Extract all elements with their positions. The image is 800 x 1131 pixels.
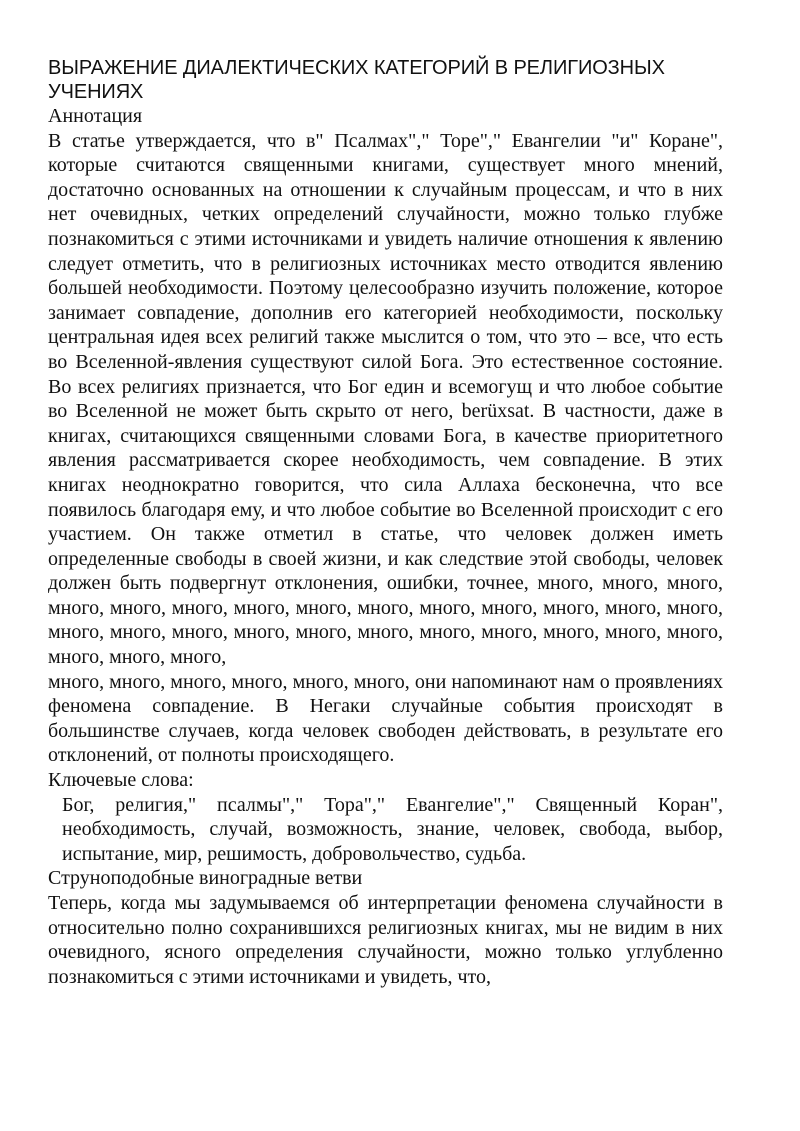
abstract-label: Аннотация [48, 105, 143, 127]
keywords-label: Ключевые слова: [48, 769, 194, 792]
document-title: ВЫРАЖЕНИЕ ДИАЛЕКТИЧЕСКИХ КАТЕГОРИЙ В РЕЛИГИОЗНЫХ УЧЕНИЯХ [48, 57, 665, 103]
keywords-text: Бог, религия," псалмы"," Тора"," Евангелие"," Священный Коран", необходимость, случай, возможность, знание, человек, свобода, выбор, испытание, мир, решимость, добровольчество, судьба. [62, 793, 723, 865]
abstract-text-continued: много, много, много, много, много, много, они напоминают нам о проявлениях феномена совпадение. В Негаки случайные события происходят в большинстве случаев, когда человек свободен действовать, в результате его отклонений, от полноты происходящего. [48, 670, 723, 767]
abstract-text: В статье утверждается, что в" Псалмах"," Торе"," Евангелии "и" Коране", которые считаются священными книгами, существует много мнений, достаточно основанных на отношении к случайным процессам, и что в них нет очевидных, четких определений случайности, можно только глубже познакомиться с этими источниками и увидеть наличие отношения к явлению следует отметить, что в религиозных источниках место отводится явлению большей необходимости. Поэтому целесообразно изучить положение, которое занимает совпадение, дополнив его категорией необходимости, поскольку центральная идея всех религий также мыслится о том, что это – все, что есть во Вселенной-явления существуют силой Бога. Это естественное состояние. Во всех религиях признается, что Бог един и всемогущ и что любое событие во Вселенной не может быть скрыто от него, berüxsat. В частности, даже в книгах, считающихся священными словами Бога, в качестве приоритетного явления рассматривается скорее необходимость, чем совпадение. В этих книгах неоднократно говорится, что сила Аллаха бесконечна, что все появилось благодаря ему, и что любое событие во Вселенной происходит с его участием. Он также отметил в статье, что человек должен иметь определенные свободы в своей жизни, и как следствие этой свободы, человек должен быть подвергнут отклонения, ошибки, точнее, много, много, много, много, много, много, много, много, много, много, много, много, много, много, много, много, много, много, много, много, много, много, много, много, много, много, много, много, [48, 129, 723, 669]
document-page [48, 56, 723, 989]
section-text: Теперь, когда мы задумываемся об интерпретации феномена случайности в относительно полно сохранившихся религиозных книгах, мы не видим в них очевидного, ясного определения случайности, можно только углубленно познакомиться с этими источниками и увидеть, что, [48, 892, 723, 988]
section-heading: Струноподобные виноградные ветви [48, 867, 363, 890]
